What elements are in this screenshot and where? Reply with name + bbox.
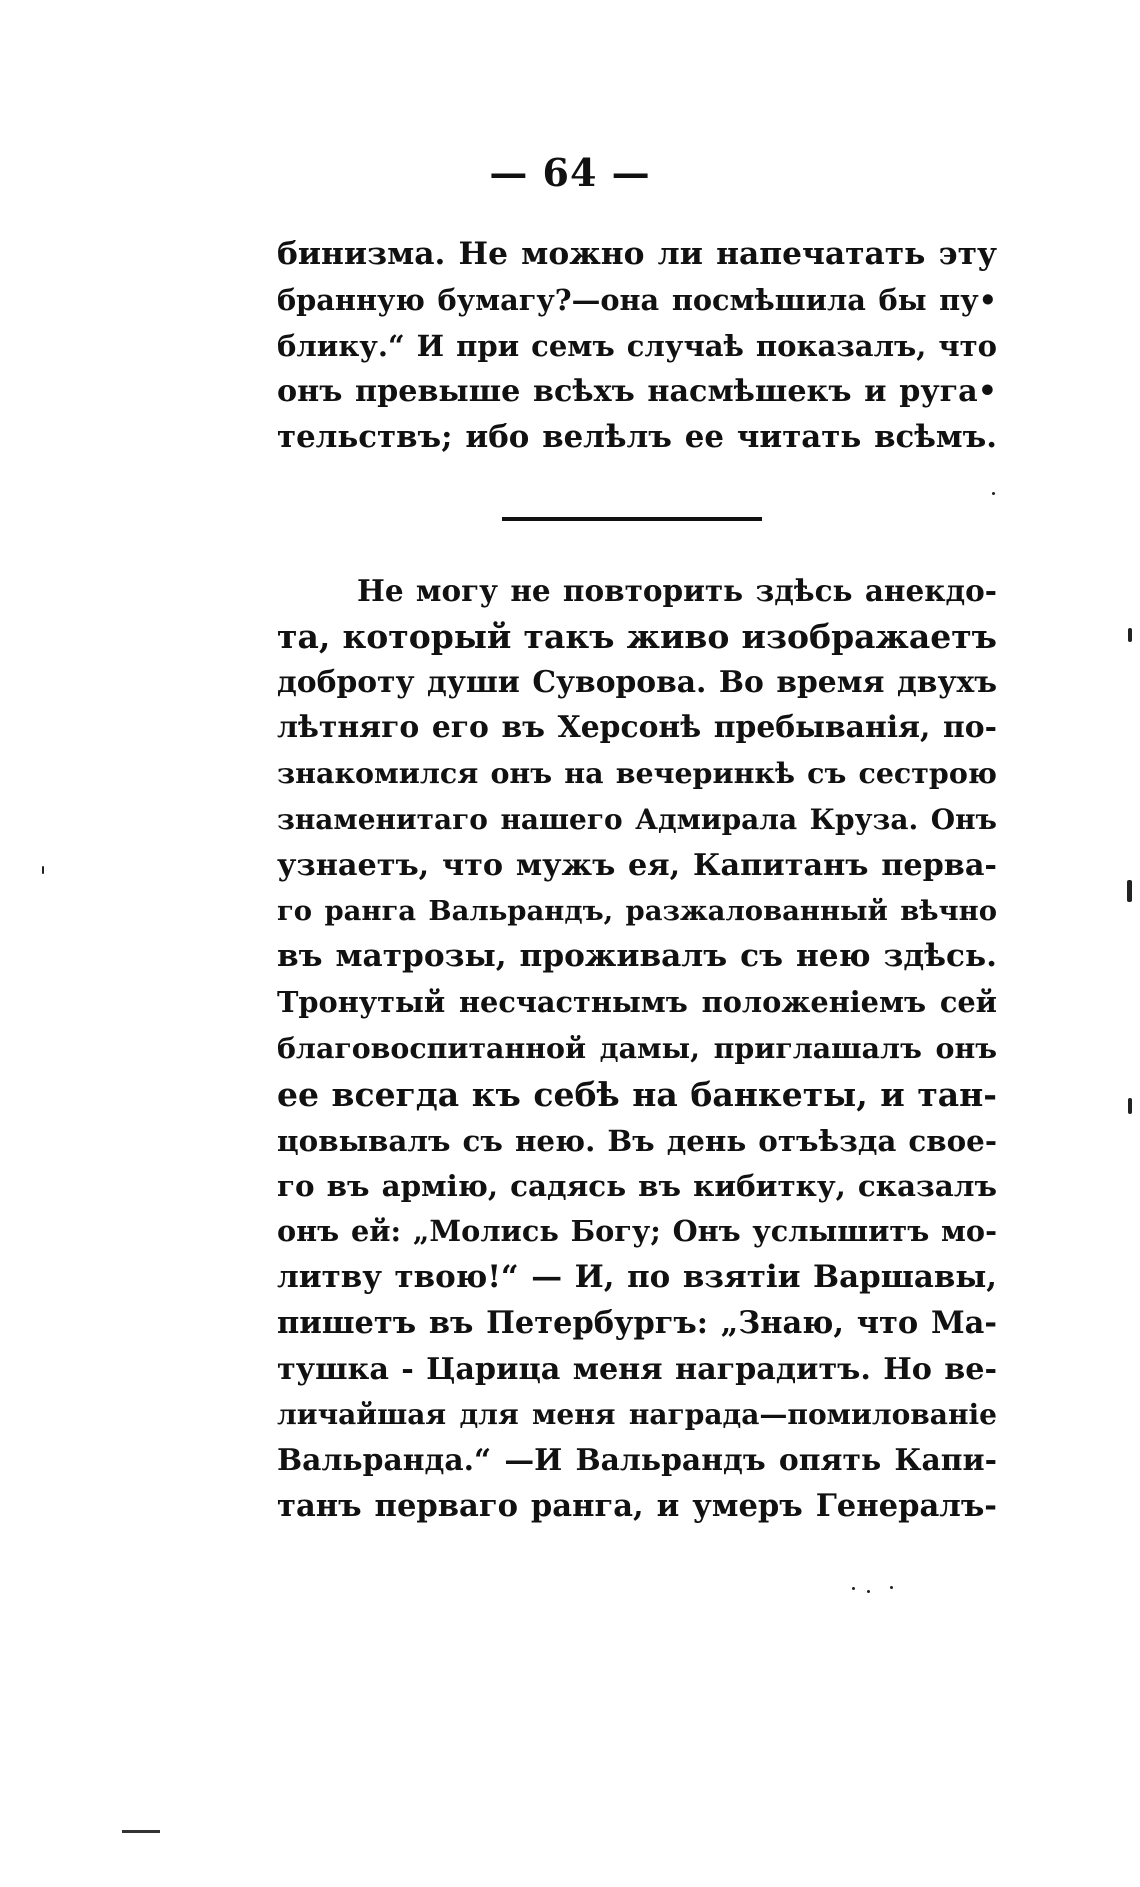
paragraph-1 — [277, 232, 997, 461]
text-line: тельствъ; ибо велѣлъ ее читать всѣмъ. — [277, 419, 997, 456]
text-line: знаменитаго нашего Адмирала Круза. Онъ — [277, 802, 997, 836]
scan-speck — [1128, 1098, 1132, 1114]
scan-speck — [890, 1586, 893, 1589]
text-line: Не могу не повторить здѣсь анекдо- — [357, 573, 997, 608]
text-line: бранную бумагу?—она посмѣшила бы пу• — [277, 282, 997, 317]
scan-speck — [1127, 880, 1132, 902]
section-divider — [502, 517, 762, 521]
text-line: го ранга Вальрандъ, разжалованный вѣчно — [277, 894, 997, 927]
text-line: онъ ей: „Молись Богу; Онъ услышитъ мо- — [277, 1214, 997, 1249]
text-line: цовывалъ съ нею. Въ день отъѣзда свое- — [277, 1122, 997, 1158]
text-line: та, который такъ живо изображаетъ — [277, 616, 997, 656]
scan-speck — [852, 1587, 855, 1590]
text-line: знакомился онъ на вечеринкѣ съ сестрою — [277, 756, 997, 791]
text-line: ее всегда къ себѣ на банкеты, и тан- — [277, 1074, 997, 1114]
text-line: пишетъ въ Петербургъ: „Знаю, что Ма- — [277, 1304, 997, 1341]
text-line: Вальранда.“ —И Вальрандъ опять Капи- — [277, 1443, 997, 1479]
text-line: бинизма. Не можно ли напечатать эту — [277, 236, 997, 272]
page-number: — 64 — — [489, 150, 651, 195]
text-line: литву твою!“ — И, по взятіи Варшавы, — [277, 1258, 997, 1295]
text-line: тушка - Царица меня наградитъ. Но ве- — [277, 1351, 997, 1387]
text-line: въ матрозы, проживалъ съ нею здѣсь. — [277, 938, 997, 975]
text-line: го въ армію, садясь въ кибитку, сказалъ — [277, 1168, 997, 1204]
text-line: онъ превыше всѣхъ насмѣшекъ и руга• — [277, 374, 997, 410]
text-line: узнаетъ, что мужъ ея, Капитанъ перва- — [277, 847, 997, 883]
text-line: танъ перваго ранга, и умеръ Генералъ- — [277, 1487, 997, 1524]
text-line: блику.“ И при семъ случаѣ показалъ, что — [277, 328, 997, 363]
scan-mark — [122, 1830, 160, 1833]
scan-speck — [42, 866, 44, 874]
text-line: благовоспитанной дамы, приглашалъ онъ — [277, 1030, 997, 1065]
paragraph-2 — [277, 568, 997, 1530]
scan-speck — [867, 1590, 870, 1593]
scan-speck — [1128, 628, 1132, 642]
text-line: личайшая для меня награда—помилованіе — [277, 1398, 997, 1432]
text-line: Тронутый несчастнымъ положеніемъ сей — [277, 985, 997, 1020]
text-line: лѣтняго его въ Херсонѣ пребыванія, по- — [277, 710, 997, 746]
text-line: доброту души Суворова. Во время двухъ — [277, 664, 997, 700]
scan-speck — [992, 492, 995, 495]
